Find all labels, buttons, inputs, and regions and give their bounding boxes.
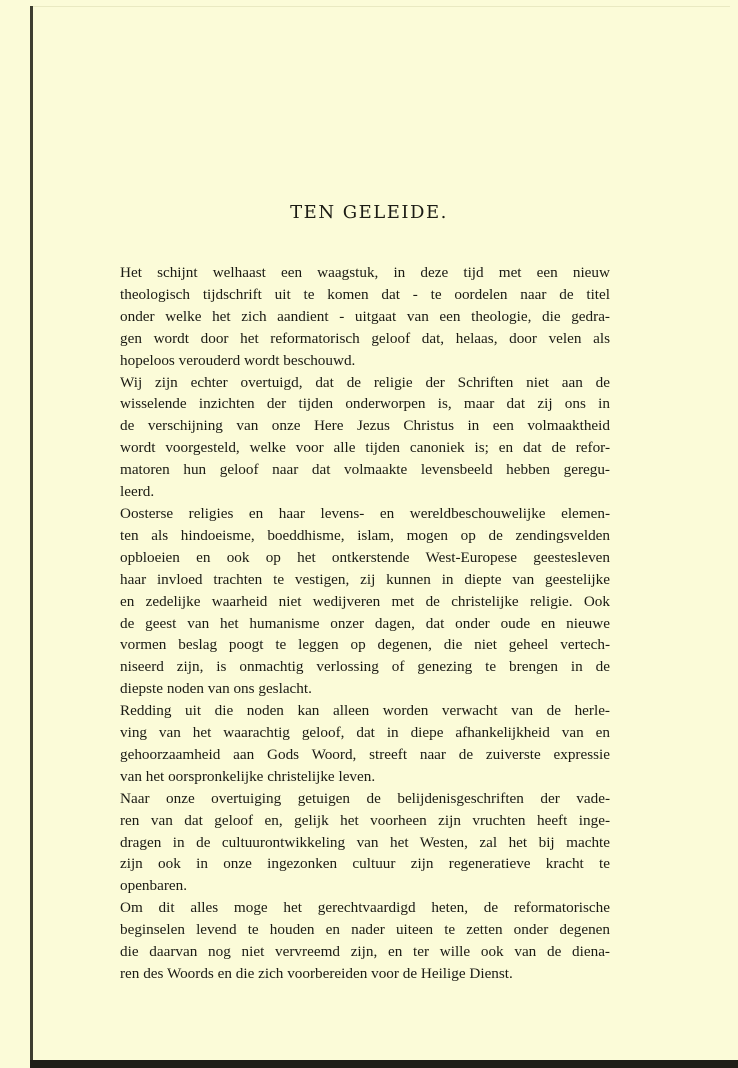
text-line: haar invloed trachten te vestigen, zij kunnen in diepte van geestelijke xyxy=(120,570,610,588)
text-line: opbloeien en ook op het ontkerstende West-Europese geestesleven xyxy=(120,548,610,566)
text-line: de verschijning van onze Here Jezus Christus in een volmaaktheid xyxy=(120,417,610,435)
text-line: en zedelijke waarheid niet wedijveren met de christelijke religie. Ook xyxy=(120,592,610,610)
page-top-edge xyxy=(30,6,730,7)
text-line: beginselen levend te houden en nader uiteen te zetten onder degenen xyxy=(120,921,610,939)
text-line: Oosterse religies en haar levens- en wereldbeschouwelijke elemen- xyxy=(120,504,610,522)
text-line: vormen beslag poogt te leggen op degenen, die niet geheel vertech- xyxy=(120,636,610,654)
text-line: ren van dat geloof en, gelijk het voorheen zijn vruchten heeft inge- xyxy=(120,811,610,829)
paragraph xyxy=(120,503,610,700)
text-line: diepste noden van ons geslacht. xyxy=(120,680,312,698)
text-line: zijn ook in onze ingezonken cultuur zijn regeneratieve kracht te xyxy=(120,855,610,873)
text-line: Redding uit die noden kan alleen worden verwacht van de herle- xyxy=(120,702,610,720)
text-line: wordt voorgesteld, welke voor alle tijden canoniek is; en dat de refor- xyxy=(120,439,610,457)
text-line: niseerd zijn, is onmachtig verlossing of genezing te brengen in de xyxy=(120,658,610,676)
paragraph xyxy=(120,897,610,985)
text-line: gen wordt door het reformatorisch geloof dat, helaas, door velen als xyxy=(120,329,610,347)
page-title: TEN GELEIDE. xyxy=(290,202,448,223)
text-line: hopeloos verouderd wordt beschouwd. xyxy=(120,351,356,369)
paragraph xyxy=(120,700,610,788)
text-line: Om dit alles moge het gerechtvaardigd heten, de reformatorische xyxy=(120,899,610,917)
paragraph xyxy=(120,788,610,898)
body-text xyxy=(120,262,610,985)
page-bottom-edge xyxy=(30,1060,738,1068)
page-left-edge xyxy=(30,6,33,1066)
text-line: ten als hindoeisme, boeddhisme, islam, mogen op de zendingsvelden xyxy=(120,526,610,544)
text-line: ren des Woords en die zich voorbereiden voor de Heilige Dienst. xyxy=(120,965,513,982)
text-line: Het schijnt welhaast een waagstuk, in deze tijd met een nieuw xyxy=(120,264,610,281)
text-line: leerd. xyxy=(120,483,155,501)
text-line: dragen in de cultuurontwikkeling van het Westen, zal het bij machte xyxy=(120,833,610,851)
text-line: Wij zijn echter overtuigd, dat de religie der Schriften niet aan de xyxy=(120,373,610,391)
text-line: matoren hun geloof naar dat volmaakte levensbeeld hebben geregu- xyxy=(120,461,610,479)
text-line: wisselende inzichten der tijden onderworpen is, maar dat zij ons in xyxy=(120,395,610,413)
text-line: die daarvan nog niet vervreemd zijn, en ter wille ook van de diena- xyxy=(120,943,610,961)
text-line: de geest van het humanisme onzer dagen, dat onder oude en nieuwe xyxy=(120,614,610,632)
text-line: gehoorzaamheid aan Gods Woord, streeft naar de zuiverste expressie xyxy=(120,745,610,763)
text-line: ving van het waarachtig geloof, dat in diepe afhankelijkheid van en xyxy=(120,724,610,742)
text-line: theologisch tijdschrift uit te komen dat - te oordelen naar de titel xyxy=(120,285,610,303)
text-line: Naar onze overtuiging getuigen de belijdenisgeschriften der vade- xyxy=(120,789,610,807)
text-line: onder welke het zich aandient - uitgaat van een theologie, die gedra- xyxy=(120,307,610,325)
text-line: van het oorspronkelijke christelijke leven. xyxy=(120,767,376,785)
paragraph xyxy=(120,372,610,503)
paragraph xyxy=(120,262,610,372)
text-line: openbaren. xyxy=(120,877,188,895)
